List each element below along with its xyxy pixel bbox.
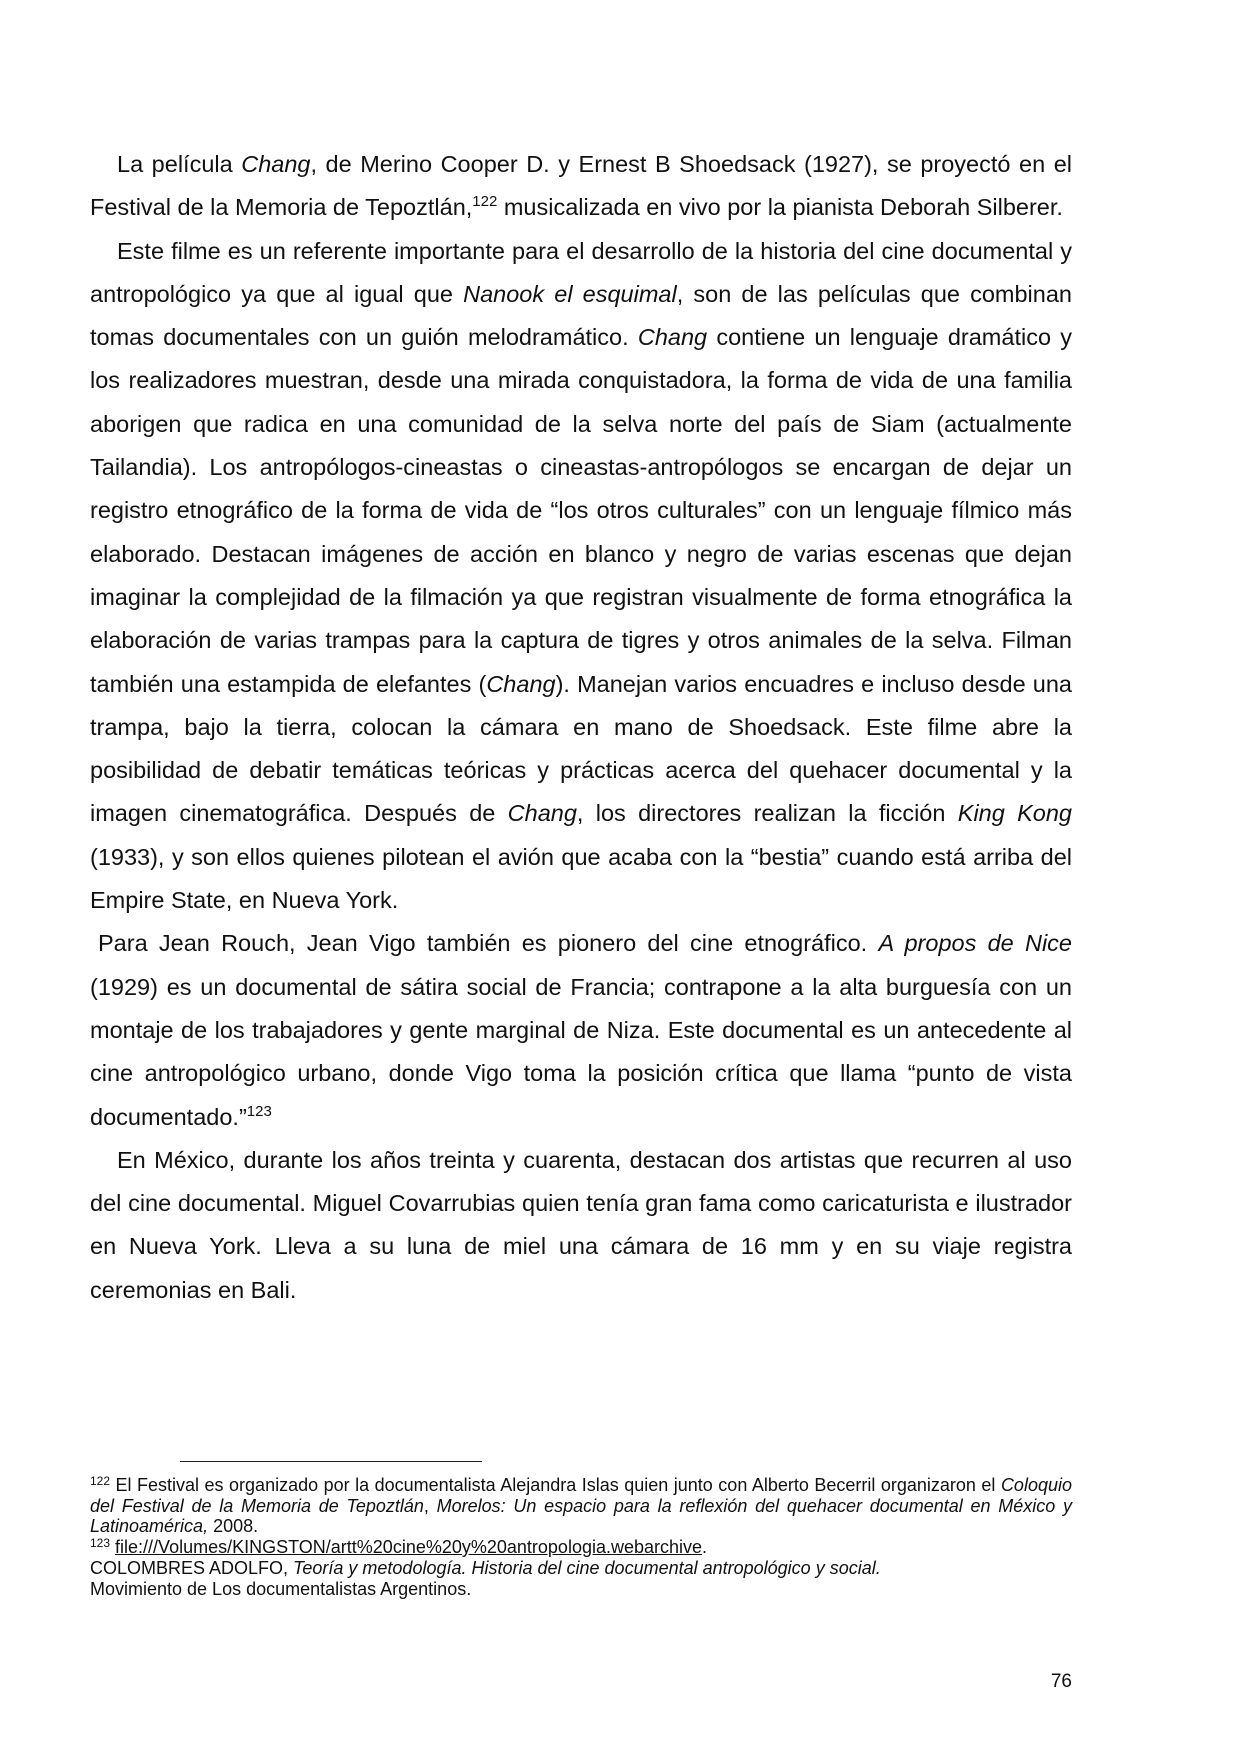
footnote-ref-122[interactable]: 122 xyxy=(472,193,498,211)
film-title-chang: Chang xyxy=(486,670,556,697)
paragraph-jean-vigo: Para Jean Rouch, Jean Vigo también es pionero del cine etnográfico. A propos de Nice (1929) es un documental de sátira social de Francia; contrapone a la alta burguesía con un montaje de los trabajadores y gente marginal de Niza. Este documental es un antecedente al cine antropológico urbano, donde Vigo toma la posición crítica que llama “punto de vista documentado.”$^{123}$ xyxy=(90,930,1072,1130)
film-title-chang: Chang xyxy=(241,151,311,177)
paragraph-chang-analysis: Este filme es un referente importante para el desarrollo de la historia del cine documental y antropológico ya que al igual que Nanook el esquimal, son de las películas que combinan tomas documentales con un guión melodramático. Chang contiene un lenguaje dramático y los realizadores muestran, desde una mirada conquistadora, la forma de vida de una familia aborigen que radica en una comunidad de la selva norte del país de Siam (actualmente Tailandia). Los antropólogos-cineastas o cineastas-antropólogos se encargan de dejar un registro etnográfico de la forma de vida de “los otros culturales” con un lenguaje fílmico más elaborado. Destacan imágenes de acción en blanco y negro de varias escenas que dejan imaginar la complejidad de la filmación ya que registran visualmente de forma etnográfica la elaboración de varias trampas para la captura de tigres y otros animales de la selva. Filman también una estampida de elefantes (Chang). Manejan varios encuadres e incluso desde una trampa, bajo la tierra, colocan la cámara en mano de Shoedsack. Este filme abre la posibilidad de debatir temáticas teóricas y prácticas acerca del quehacer documental y la imagen cinematográfica. Después de Chang, los directores realizan la ficción King Kong (1933), y son ellos quienes pilotean el avión que acaba con la “bestia” cuando está arriba del Empire State, en Nueva York. xyxy=(90,237,1073,914)
footnotes xyxy=(90,1475,1072,1599)
footnote-ref-123[interactable]: 123 xyxy=(246,1102,272,1120)
film-title-chang: Chang xyxy=(507,800,577,827)
footnote-number: 122 xyxy=(90,1474,111,1488)
footnote-122: $^{122}$ El Festival es organizado por la documentalista Alejandra Islas quien junto con Alberto Becerril organizaron el Coloquio del Festival de la Memoria de Tepoztlán, Morelos: Un espacio para la reflexión del quehacer documental en México y Latinoamérica, 2008. xyxy=(90,1474,1072,1537)
film-title-chang: Chang xyxy=(637,324,708,351)
film-title-a-propos-de-nice: A propos de Nice xyxy=(878,930,1072,957)
footnote-separator xyxy=(180,1461,482,1462)
footnote-123-reference-cont: Movimiento de Los documentalistas Argentinos. xyxy=(90,1578,472,1599)
footnote-link[interactable]: file:///Volumes/KINGSTON/artt%20cine%20y%20antropologia.webarchive xyxy=(115,1537,703,1558)
page-number: 76 xyxy=(1050,1671,1072,1692)
film-title-nanook: Nanook el esquimal xyxy=(463,280,677,307)
paragraph-chang-screening: La película Chang, de Merino Cooper D. y Ernest B Shoedsack (1927), se proyectó en el Festival de la Memoria de Tepoztlán,$^{122}$ musicalizada en vivo por la pianista Deborah Silberer. xyxy=(90,151,1072,221)
footnote-123-reference: COLOMBRES ADOLFO, Teoría y metodología. Historia del cine documental antropológico y social. xyxy=(90,1557,881,1578)
body-text xyxy=(90,143,1072,1312)
footnote-123: $^{123}$ file:///Volumes/KINGSTON/artt%20cine%20y%20antropologia.webarchive. xyxy=(90,1536,708,1558)
paragraph-mexico: En México, durante los años treinta y cuarenta, destacan dos artistas que recurren al uso del cine documental. Miguel Covarrubias quien tenía gran fama como caricaturista e ilustrador en Nueva York. Lleva a su luna de miel una cámara de 16 mm y en su viaje registra ceremonias en Bali. xyxy=(90,1146,1072,1303)
film-title-king-kong: King Kong xyxy=(957,800,1073,827)
footnote-number: 123 xyxy=(90,1536,111,1551)
